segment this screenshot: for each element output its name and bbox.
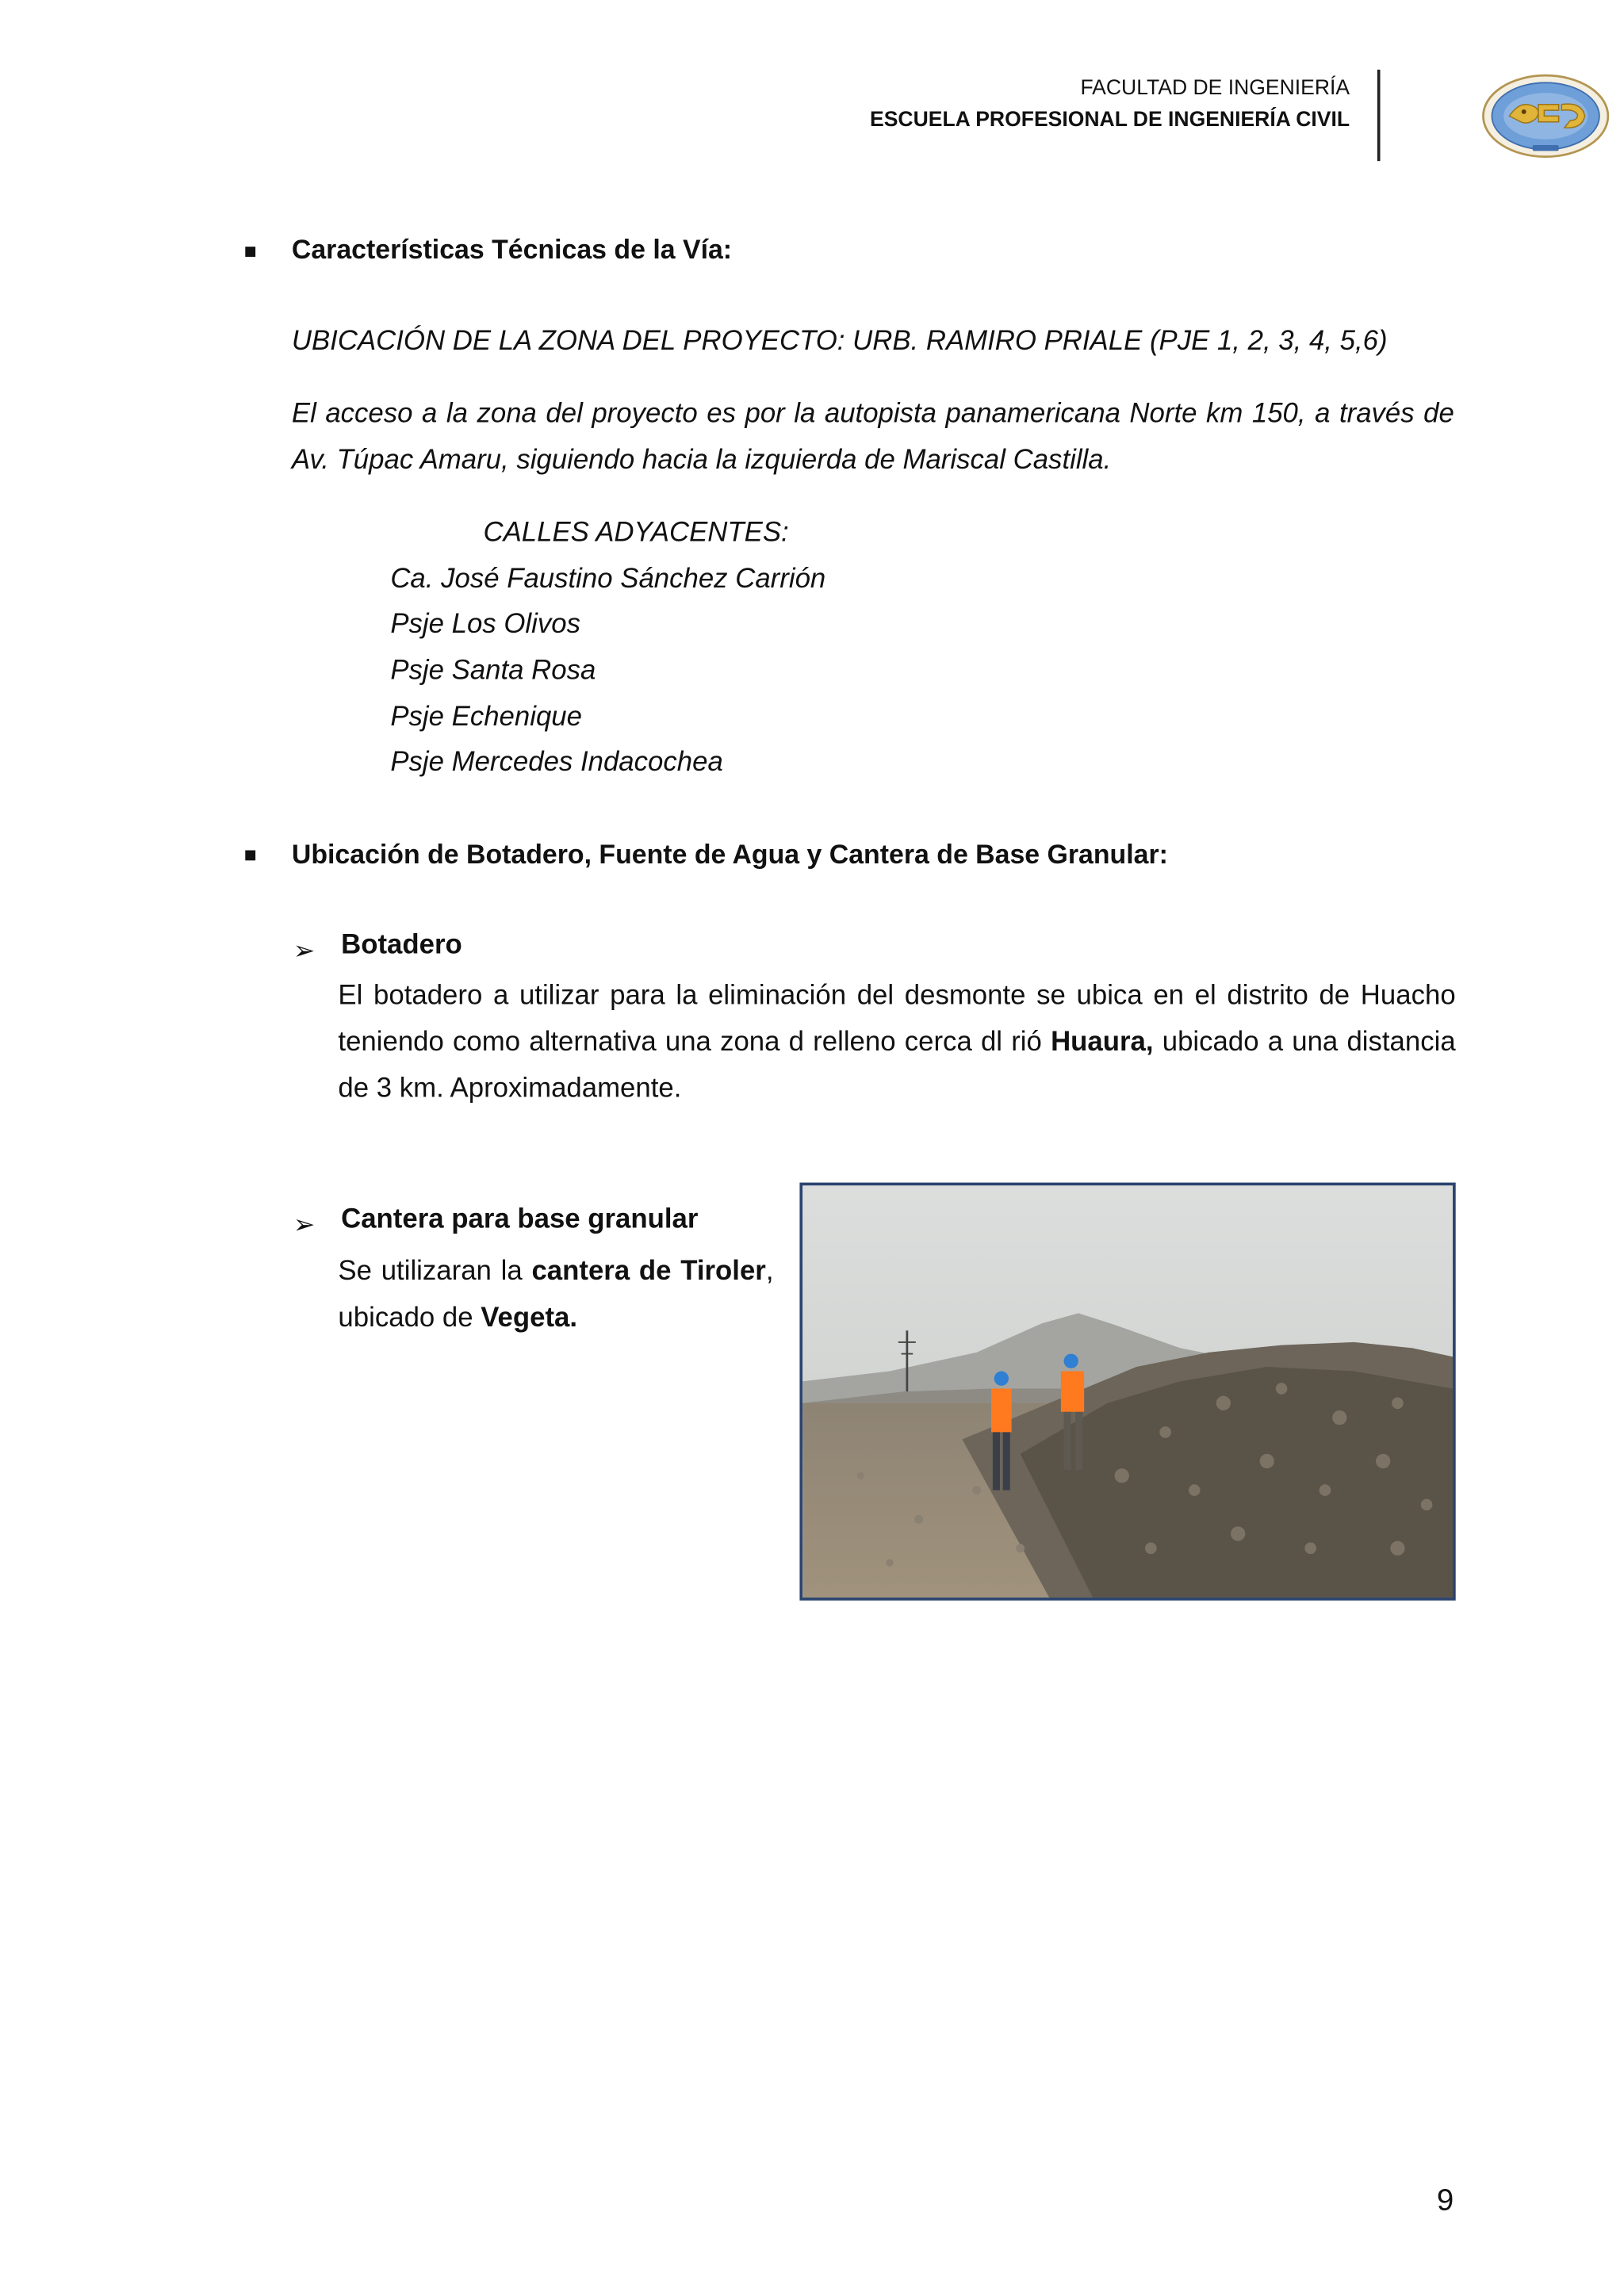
adjacent-streets-heading: CALLES ADYACENTES:	[483, 518, 789, 549]
arrow-bullet-icon: ➢	[293, 936, 316, 966]
cantera-text: Se utilizaran la	[338, 1256, 532, 1288]
university-seal-icon	[1480, 73, 1611, 160]
bullet-square	[245, 850, 255, 860]
bullet-square	[245, 247, 255, 257]
header-school: ESCUELA PROFESIONAL DE INGENIERÍA CIVIL	[870, 109, 1350, 132]
header-faculty: FACULTAD DE INGENIERÍA	[1080, 77, 1350, 101]
quarry-photo-drawing	[802, 1185, 1453, 1598]
botadero-title: Botadero	[341, 930, 462, 961]
street-item: Psje Mercedes Indacochea	[390, 747, 723, 778]
project-location-line: UBICACIÓN DE LA ZONA DEL PROYECTO: URB. RAMIRO PRIALE (PJE 1, 2, 3, 4, 5,6)	[291, 326, 1388, 358]
street-item: Ca. José Faustino Sánchez Carrión	[390, 564, 826, 595]
header-divider	[1377, 70, 1381, 161]
cantera-name: cantera de Tiroler	[531, 1256, 766, 1288]
quarry-photo	[799, 1183, 1455, 1601]
access-paragraph: El acceso a la zona del proyecto es por la autopista panamericana Norte km 150, a través de Av. Túpac Amaru, siguiendo hacia la izquierda de Mariscal Castilla.	[291, 399, 1454, 476]
cantera-location: Vegeta.	[481, 1303, 578, 1334]
cantera-text-mid: , ubicado de	[338, 1256, 774, 1334]
street-item: Psje Santa Rosa	[390, 656, 596, 687]
section-title-technical: Características Técnicas de la Vía:	[291, 233, 733, 265]
arrow-bullet-icon: ➢	[293, 1210, 316, 1239]
botadero-text: El botadero a utilizar para la eliminación del desmonte se ubica en el distrito de Huacho teniendo como alternativa una zona d relleno cerca dl rió	[338, 981, 1456, 1058]
botadero-paragraph	[338, 974, 1455, 1113]
page-number: 9	[1436, 2183, 1454, 2218]
cantera-title: Cantera para base granular	[341, 1204, 699, 1235]
river-name: Huaura,	[1051, 1027, 1154, 1058]
street-item: Psje Echenique	[390, 702, 582, 733]
page-header	[870, 73, 1350, 137]
street-item: Psje Los Olivos	[390, 609, 580, 641]
cantera-paragraph	[338, 1249, 773, 1342]
botadero-text-end: ubicado a una distancia de 3 km. Aproximadamente.	[338, 1027, 1456, 1104]
section-title-locations: Ubicación de Botadero, Fuente de Agua y Cantera de Base Granular:	[291, 838, 1168, 870]
